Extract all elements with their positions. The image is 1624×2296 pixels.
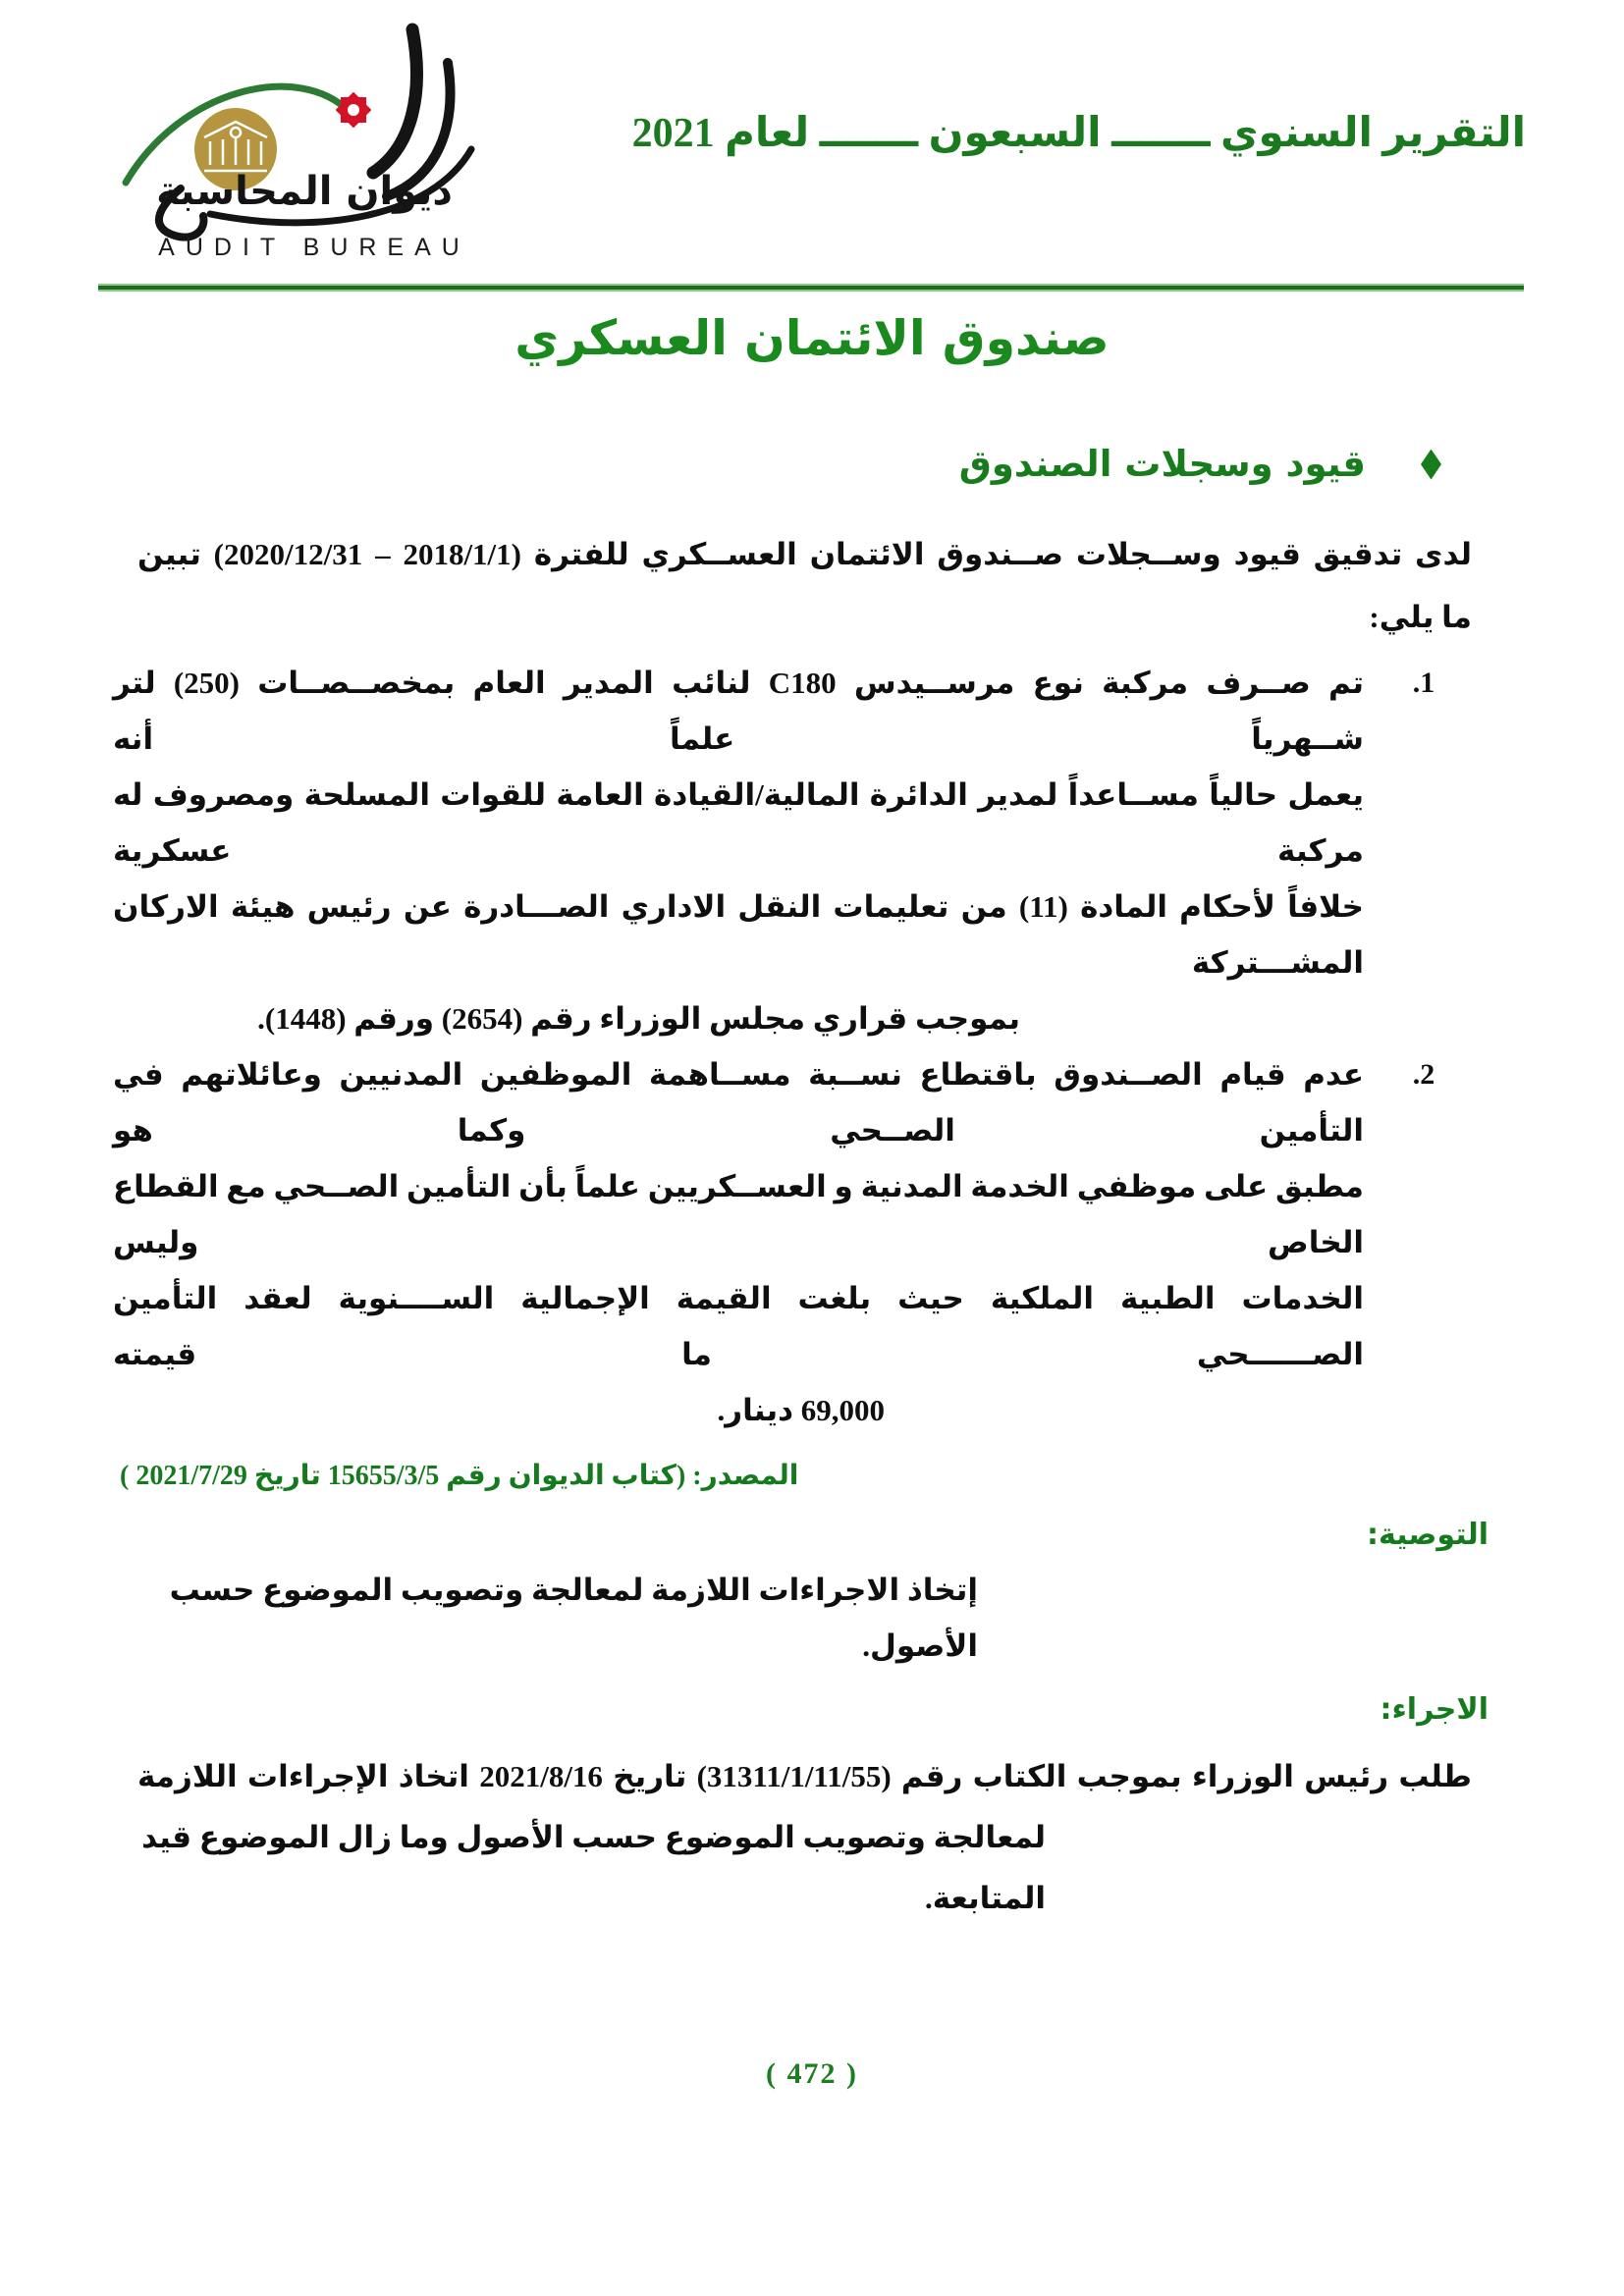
- finding-line: تم صــرف مركبة نوع مرســيدس C180 لنائب المدير العام بمخصــصــات (250) لتر شــهرياً علماً أنه: [113, 666, 1364, 756]
- intro-paragraph: [98, 523, 1526, 649]
- header-divider: [98, 284, 1524, 292]
- logo-english-name: AUDIT BUREAU: [158, 234, 470, 261]
- document-body: [98, 439, 1526, 1929]
- findings-list: [98, 655, 1526, 1438]
- action-heading: الاجراء:: [1380, 1692, 1489, 1727]
- finding-line: الخدمات الطبية الملكية حيث بلغت القيمة الإجمالية الســــنوية لعقد التأمين الصــــــحي ما قيمته: [113, 1281, 1364, 1371]
- finding-line: يعمل حالياً مســاعداً لمدير الدائرة المالية/القيادة العامة للقوات المسلحة ومصروف له مركبة عسكرية: [113, 777, 1364, 868]
- report-title: التقرير السنوي ـــــــ السبعون ـــــــ لعام 2021: [631, 111, 1526, 156]
- finding-item-1: [98, 655, 1526, 1046]
- finding-line: بموجب قراري مجلس الوزراء رقم (2654) ورقم (1448).: [257, 1001, 1020, 1036]
- finding-line: مطبق على موظفي الخدمة المدنية و العســكريين علماً بأن التأمين الصــحي مع القطاع الخاص وليس: [113, 1169, 1364, 1259]
- intro-line: ما يلي:: [1369, 600, 1472, 634]
- action-line: طلب رئيس الوزراء بموجب الكتاب رقم (31311/1/11/55) تاريخ 2021/8/16 اتخاذ الإجراءات اللازمة: [137, 1759, 1472, 1793]
- red-star-icon: [336, 92, 372, 129]
- finding-item-2: [98, 1046, 1526, 1438]
- intro-line: لدى تدقيق قيود وســجلات صــندوق الائتمان العســكري للفترة (2018/1/1 ‏–‏ 2020/12/31) تبين: [137, 537, 1473, 571]
- finding-line: 69,000 دينار.: [717, 1393, 885, 1427]
- action-paragraph: [98, 1746, 1526, 1929]
- section-heading-label: قيود وسجلات الصندوق: [958, 443, 1366, 485]
- logo-arabic-name: ديوان المحاسبة: [156, 169, 453, 214]
- list-item-number: 1.: [1412, 667, 1435, 699]
- diamond-bullet-icon: [1421, 450, 1441, 480]
- recommendation-heading: التوصية:: [1366, 1518, 1489, 1552]
- finding-line: عدم قيام الصــندوق باقتطاع نســبة مســاهمة الموظفين المدنيين وعائلاتهم في التأمين الصــحي وكما هو: [113, 1057, 1364, 1148]
- finding-line: خلافاً لأحكام المادة (11) من تعليمات النقل الاداري الصـــادرة عن رئيس هيئة الاركان المشـــتركة: [113, 889, 1364, 980]
- source-citation: المصدر: (كتاب الديوان رقم 15655/3/5 تاريخ 2021/7/29 ): [120, 1461, 799, 1491]
- action-line: لمعالجة وتصويب الموضوع حسب الأصول وما زال الموضوع قيد المتابعة.: [141, 1820, 1046, 1915]
- audit-bureau-logo: [86, 14, 479, 269]
- recommendation-text: إتخاذ الاجراءات اللازمة لمعالجة وتصويب الموضوع حسب الأصول.: [169, 1573, 978, 1663]
- list-item-number: 2.: [1412, 1058, 1435, 1091]
- page-number: ( 472 ): [766, 2057, 858, 2090]
- page-title: صندوق الائتمان العسكري: [514, 310, 1110, 366]
- section-heading: [98, 439, 1526, 490]
